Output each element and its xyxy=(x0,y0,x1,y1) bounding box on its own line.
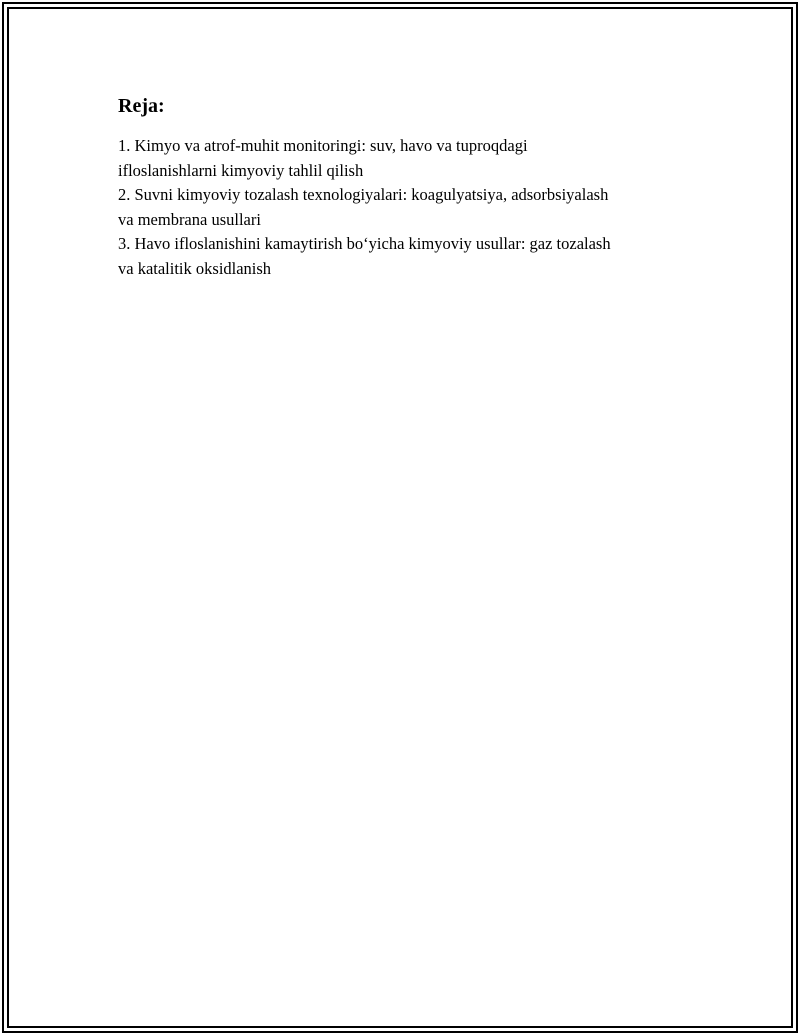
plan-item-2: 2. Suvni kimyoviy tozalash texnologiyalari: koagulyatsiya, adsorbsiyalash va membrana usullari xyxy=(118,185,609,229)
plan-list xyxy=(118,134,688,281)
plan-item-1: 1. Kimyo va atrof-muhit monitoringi: suv, havo va tuproqdagi ifloslanishlarni kimyoviy tahlil qilish xyxy=(118,136,528,180)
plan-item-3: 3. Havo ifloslanishini kamaytirish bo‘yicha kimyoviy usullar: gaz tozalash va katalitik oksidlanish xyxy=(118,234,611,278)
document-content xyxy=(118,94,688,281)
plan-title: Reja: xyxy=(118,95,165,117)
